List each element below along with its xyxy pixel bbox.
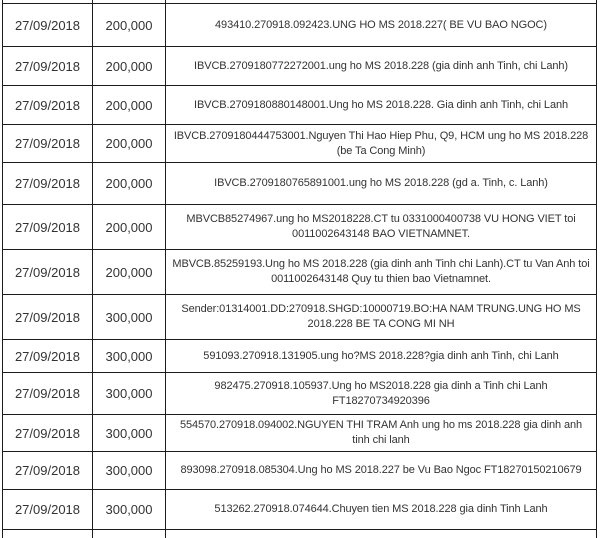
amount-cell: 200,000 xyxy=(93,125,166,163)
transaction-row xyxy=(3,490,597,530)
transaction-rows xyxy=(3,4,597,530)
amount-cell: 200,000 xyxy=(93,205,166,250)
transactions-table xyxy=(2,0,597,538)
transaction-row xyxy=(3,295,597,340)
description-cell: 493410.270918.092423.UNG HO MS 2018.227( BE VU BAO NGOC) xyxy=(166,4,597,47)
amount-cell: 300,000 xyxy=(93,373,166,415)
transaction-row xyxy=(3,163,597,205)
date-cell: 27/09/2018 xyxy=(3,125,93,163)
transaction-row xyxy=(3,205,597,250)
description-cell: 982475.270918.105937.Ung ho MS2018.228 gia dinh a Tinh chi Lanh FT18270734920396 xyxy=(166,373,597,415)
date-cell: 27/09/2018 xyxy=(3,205,93,250)
amount-cell: 300,000 xyxy=(93,415,166,452)
date-cell xyxy=(3,530,93,538)
amount-cell: 200,000 xyxy=(93,250,166,295)
transaction-row xyxy=(3,452,597,490)
description-cell: IBVCB.2709180444753001.Nguyen Thi Hao Hiep Phu, Q9, HCM ung ho MS 2018.228 (be Ta Cong Minh) xyxy=(166,125,597,163)
amount-cell: 200,000 xyxy=(93,86,166,125)
description-cell: 554570.270918.094002.NGUYEN THI TRAM Anh ung ho ms 2018.228 gia dinh anh tinh chi lanh xyxy=(166,415,597,452)
amount-cell: 300,000 xyxy=(93,490,166,530)
description-cell: Sender:01314001.DD:270918.SHGD:10000719.BO:HA NAM TRUNG.UNG HO MS 2018.228 BE TA CONG MI NH xyxy=(166,295,597,340)
date-cell: 27/09/2018 xyxy=(3,490,93,530)
transaction-row xyxy=(3,125,597,163)
description-cell: IBVCB.2709180880148001.Ung ho MS 2018.228. Gia dinh anh Tinh, chi Lanh xyxy=(166,86,597,125)
amount-cell xyxy=(93,530,166,538)
date-cell: 27/09/2018 xyxy=(3,250,93,295)
description-cell: IBVCB.2709180765891001.ung ho MS 2018.228 (gd a. Tinh, c. Lanh) xyxy=(166,163,597,205)
date-cell: 27/09/2018 xyxy=(3,373,93,415)
description-cell xyxy=(166,530,597,538)
amount-cell: 300,000 xyxy=(93,295,166,340)
transaction-row xyxy=(3,4,597,47)
description-cell: 513262.270918.074644.Chuyen tien MS 2018.228 gia dinh Tinh Lanh xyxy=(166,490,597,530)
description-cell: 591093.270918.131905.ung ho?MS 2018.228?gia dinh anh Tinh, chi Lanh xyxy=(166,340,597,373)
date-cell: 27/09/2018 xyxy=(3,415,93,452)
date-cell: 27/09/2018 xyxy=(3,4,93,47)
transaction-row xyxy=(3,373,597,415)
amount-cell: 200,000 xyxy=(93,163,166,205)
amount-cell: 200,000 xyxy=(93,4,166,47)
date-cell: 27/09/2018 xyxy=(3,452,93,490)
transaction-row xyxy=(3,340,597,373)
description-cell: 893098.270918.085304.Ung ho MS 2018.227 be Vu Bao Ngoc FT18270150210679 xyxy=(166,452,597,490)
transaction-row xyxy=(3,47,597,86)
transaction-row xyxy=(3,415,597,452)
transaction-row xyxy=(3,250,597,295)
date-cell: 27/09/2018 xyxy=(3,47,93,86)
date-cell: 27/09/2018 xyxy=(3,340,93,373)
transaction-row xyxy=(3,86,597,125)
date-cell: 27/09/2018 xyxy=(3,163,93,205)
amount-cell: 300,000 xyxy=(93,340,166,373)
description-cell: IBVCB.2709180772272001.ung ho MS 2018.228 (gia dinh anh Tinh, chi Lanh) xyxy=(166,47,597,86)
amount-cell: 300,000 xyxy=(93,452,166,490)
description-cell: MBVCB85274967.ung ho MS2018228.CT tu 0331000400738 VU HONG VIET toi 0011002643148 BAO VIETNAMNET. xyxy=(166,205,597,250)
partial-row-bottom xyxy=(3,530,597,538)
date-cell: 27/09/2018 xyxy=(3,295,93,340)
date-cell: 27/09/2018 xyxy=(3,86,93,125)
description-cell: MBVCB.85259193.Ung ho MS 2018.228 (gia dinh anh Tinh chi Lanh).CT tu Van Anh toi 0011002643148 Quy tu thien bao Vietnamnet. xyxy=(166,250,597,295)
amount-cell: 200,000 xyxy=(93,47,166,86)
